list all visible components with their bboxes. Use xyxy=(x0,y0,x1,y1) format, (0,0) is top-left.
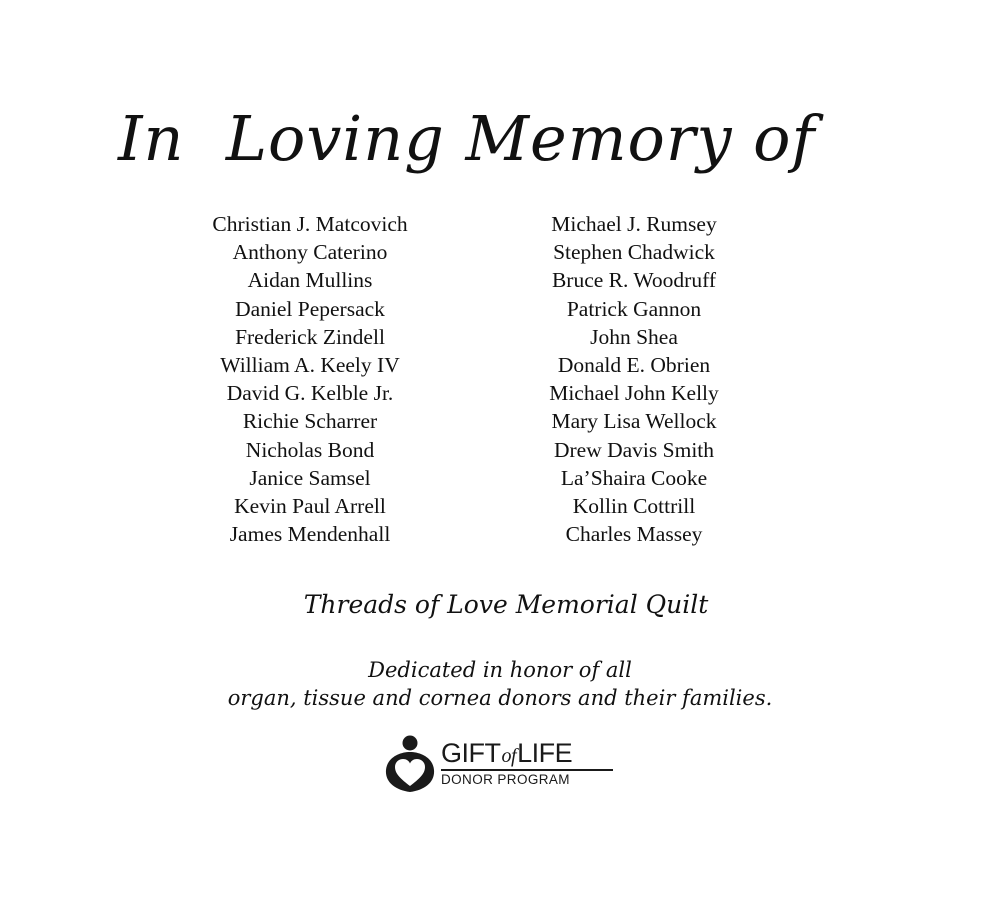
name-item: Frederick Zindell xyxy=(235,324,385,349)
name-item: La’Shaira Cooke xyxy=(560,465,708,490)
dedication-line: organ, tissue and cornea donors and their families. xyxy=(227,686,773,710)
names-list-right xyxy=(464,210,804,548)
name-item: Kevin Paul Arrell xyxy=(234,494,386,519)
name-item: Nicholas Bond xyxy=(245,437,375,462)
dedication-text xyxy=(0,656,1000,712)
dedication-line: Dedicated in honor of all xyxy=(368,658,632,682)
page-title: In Loving Memory of xyxy=(118,102,816,175)
logo-divider xyxy=(441,769,613,771)
name-item: Janice Samsel xyxy=(249,465,371,490)
name-item: David G. Kelble Jr. xyxy=(226,381,394,406)
name-item: Drew Davis Smith xyxy=(553,437,715,462)
logo-gift: GIFT xyxy=(441,738,501,768)
logo-wordmark xyxy=(441,738,572,771)
logo-life: LIFE xyxy=(517,738,573,768)
name-item: William A. Keely IV xyxy=(220,353,400,378)
name-item: Patrick Gannon xyxy=(566,296,702,321)
name-item: Michael John Kelly xyxy=(549,381,719,406)
name-item: John Shea xyxy=(590,324,678,349)
heart-hands-icon xyxy=(383,734,439,794)
name-item: Donald E. Obrien xyxy=(557,353,711,378)
name-item: Richie Scharrer xyxy=(242,409,378,434)
name-item: James Mendenhall xyxy=(229,522,391,547)
logo-subtitle: DONOR PROGRAM xyxy=(441,772,570,787)
names-list-left xyxy=(140,210,480,548)
name-item: Charles Massey xyxy=(565,522,703,547)
name-item: Anthony Caterino xyxy=(232,240,388,265)
name-item: Michael J. Rumsey xyxy=(551,212,717,236)
name-item: Aidan Mullins xyxy=(247,268,373,293)
name-item: Daniel Pepersack xyxy=(235,296,385,321)
name-item: Bruce R. Woodruff xyxy=(551,268,717,293)
name-item: Christian J. Matcovich xyxy=(212,212,408,236)
name-item: Mary Lisa Wellock xyxy=(551,409,717,434)
quilt-subtitle: Threads of Love Memorial Quilt xyxy=(303,590,709,619)
name-item: Stephen Chadwick xyxy=(553,240,715,265)
name-item: Kollin Cottrill xyxy=(572,494,696,519)
gift-of-life-logo xyxy=(383,734,623,794)
logo-of: of xyxy=(501,745,517,767)
